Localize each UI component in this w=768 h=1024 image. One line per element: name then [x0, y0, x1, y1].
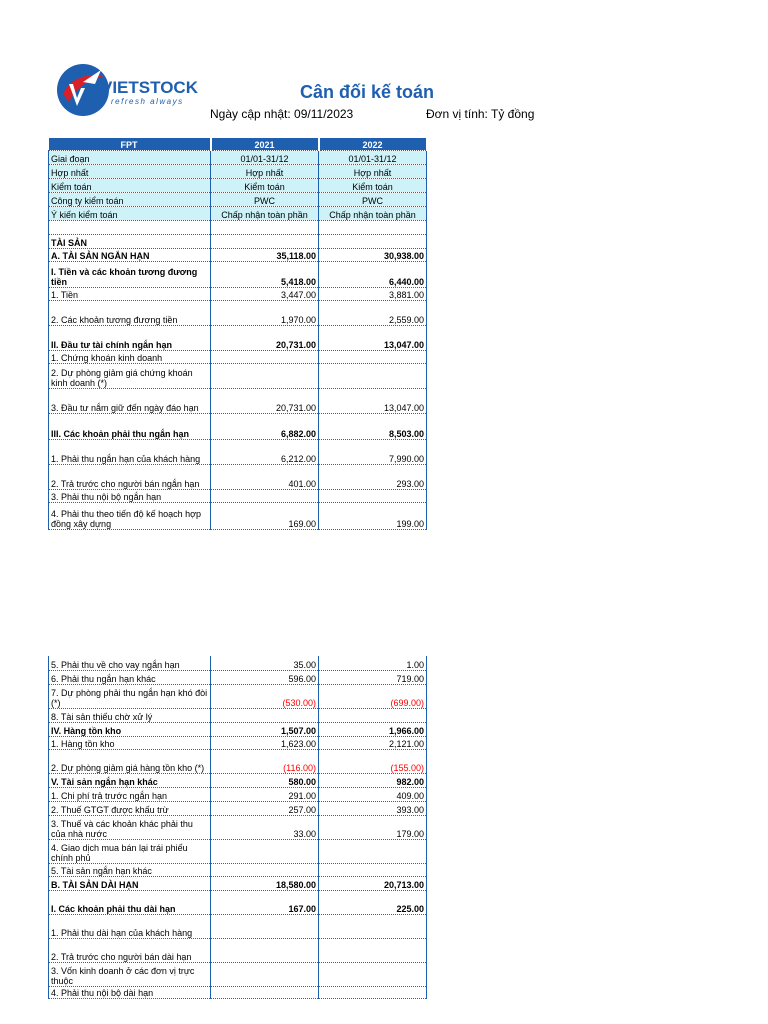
- value-2021-cell: [211, 914, 319, 938]
- value-2021-cell: 169.00: [211, 502, 319, 529]
- value-2021-cell: 35.00: [211, 656, 319, 670]
- value-2022-cell: 2,121.00: [319, 736, 427, 749]
- row-label-cell: 3. Phải thu nội bộ ngắn hạn: [49, 489, 211, 502]
- value-2021-cell: 1,970.00: [211, 300, 319, 325]
- value-2021-cell: [211, 863, 319, 876]
- table-row: [49, 502, 427, 529]
- value-2021-cell: 01/01-31/12: [211, 150, 319, 164]
- value-2021-cell: 33.00: [211, 815, 319, 839]
- row-label-cell: 3. Thuế và các khoản khác phải thu của nhà nước: [49, 815, 211, 839]
- value-2022-cell: 2,559.00: [319, 300, 427, 325]
- value-2022-cell: 409.00: [319, 787, 427, 801]
- table-row: [49, 206, 427, 220]
- balance-sheet-table-top: [48, 138, 428, 530]
- value-2021-cell: 291.00: [211, 787, 319, 801]
- value-2022-cell: (155.00): [319, 749, 427, 773]
- value-2021-cell: [211, 708, 319, 722]
- vietstock-logo: [55, 62, 215, 118]
- value-2022-cell: 179.00: [319, 815, 427, 839]
- table-row: [49, 938, 427, 962]
- table-row: [49, 684, 427, 708]
- value-2021-cell: [211, 234, 319, 248]
- value-2022-cell: 13,047.00: [319, 388, 427, 413]
- table-row: [49, 439, 427, 464]
- table-row: [49, 178, 427, 192]
- table-row: [49, 464, 427, 489]
- value-2022-cell: 1.00: [319, 656, 427, 670]
- balance-sheet-table-bottom: [48, 656, 427, 999]
- value-2022-cell: 13,047.00: [319, 325, 427, 350]
- row-label-cell: Ý kiến kiểm toán: [49, 206, 211, 220]
- row-label-cell: 6. Phải thu ngắn hạn khác: [49, 670, 211, 684]
- value-2022-cell: 1,966.00: [319, 722, 427, 736]
- table-row: [49, 839, 427, 863]
- value-2022-cell: (699.00): [319, 684, 427, 708]
- row-label-cell: A. TÀI SẢN NGẮN HẠN: [49, 248, 211, 261]
- value-2021-cell: 35,118.00: [211, 248, 319, 261]
- table-row: [49, 986, 427, 998]
- table-row: [49, 876, 427, 890]
- value-2021-cell: 1,507.00: [211, 722, 319, 736]
- row-label-cell: 2. Dự phòng giảm giá hàng tồn kho (*): [49, 749, 211, 773]
- value-2022-cell: Kiểm toán: [319, 178, 427, 192]
- value-2022-cell: 01/01-31/12: [319, 150, 427, 164]
- row-label-cell: 2. Thuế GTGT được khấu trừ: [49, 801, 211, 815]
- value-2022-cell: 6,440.00: [319, 261, 427, 287]
- value-2021-cell: [211, 350, 319, 363]
- value-2022-cell: 199.00: [319, 502, 427, 529]
- table-row: [49, 234, 427, 248]
- value-2022-cell: 293.00: [319, 464, 427, 489]
- table-row: [49, 150, 427, 164]
- value-2022-cell: [319, 220, 427, 234]
- value-2021-cell: 20,731.00: [211, 388, 319, 413]
- value-2021-cell: 3,447.00: [211, 287, 319, 300]
- value-2022-cell: [319, 914, 427, 938]
- value-2022-cell: [319, 863, 427, 876]
- value-2022-cell: [319, 363, 427, 388]
- row-label-cell: IV. Hàng tồn kho: [49, 722, 211, 736]
- value-2021-cell: 5,418.00: [211, 261, 319, 287]
- value-2021-cell: [211, 363, 319, 388]
- table-row: [49, 261, 427, 287]
- value-2022-cell: [319, 350, 427, 363]
- value-2021-cell: 20,731.00: [211, 325, 319, 350]
- value-2021-cell: 6,882.00: [211, 413, 319, 439]
- update-date: Ngày cập nhật: 09/11/2023: [210, 107, 354, 121]
- value-2022-cell: 8,503.00: [319, 413, 427, 439]
- row-label-cell: 2. Trả trước cho người bán dài hạn: [49, 938, 211, 962]
- value-2021-cell: [211, 938, 319, 962]
- value-2022-cell: Chấp nhận toàn phần: [319, 206, 427, 220]
- table-row: [49, 890, 427, 914]
- page-title: Cân đối kế toán: [300, 82, 435, 102]
- table-row: [49, 220, 427, 234]
- row-label-cell: 2. Các khoản tương đương tiền: [49, 300, 211, 325]
- row-label-cell: 8. Tài sản thiếu chờ xử lý: [49, 708, 211, 722]
- value-2022-cell: 7,990.00: [319, 439, 427, 464]
- table-row: [49, 787, 427, 801]
- brand-name: VIETSTOCK: [101, 78, 198, 97]
- value-2021-cell: 6,212.00: [211, 439, 319, 464]
- table-row: [49, 670, 427, 684]
- value-2021-cell: Chấp nhận toàn phần: [211, 206, 319, 220]
- value-2022-cell: 393.00: [319, 801, 427, 815]
- table-row: [49, 164, 427, 178]
- row-label-cell: 3. Vốn kinh doanh ở các đơn vị trực thuộc: [49, 962, 211, 986]
- value-2021-cell: [211, 986, 319, 998]
- value-2021-cell: 257.00: [211, 801, 319, 815]
- table-row: [49, 350, 427, 363]
- row-label-cell: [49, 220, 211, 234]
- value-2022-cell: [319, 234, 427, 248]
- table-row: [49, 388, 427, 413]
- value-2021-cell: PWC: [211, 192, 319, 206]
- value-2021-cell: Kiểm toán: [211, 178, 319, 192]
- value-2021-cell: [211, 962, 319, 986]
- row-label-cell: 1. Chứng khoán kinh doanh: [49, 350, 211, 363]
- row-label-cell: 1. Phải thu ngắn hạn của khách hàng: [49, 439, 211, 464]
- value-2021-cell: 167.00: [211, 890, 319, 914]
- row-label-cell: 7. Dự phòng phải thu ngắn hạn khó đòi (*): [49, 684, 211, 708]
- row-label-cell: 1. Hàng tồn kho: [49, 736, 211, 749]
- value-2022-cell: [319, 962, 427, 986]
- table-body: [49, 138, 427, 529]
- row-label-cell: 4. Phải thu nội bộ dài hạn: [49, 986, 211, 998]
- value-2021-cell: 1,623.00: [211, 736, 319, 749]
- value-2021-cell: Hợp nhất: [211, 164, 319, 178]
- value-2022-cell: 719.00: [319, 670, 427, 684]
- value-2021-cell: 580.00: [211, 773, 319, 787]
- value-2022-cell: 225.00: [319, 890, 427, 914]
- row-label-cell: I. Các khoản phải thu dài hạn: [49, 890, 211, 914]
- table-row: [49, 736, 427, 749]
- value-2021-cell: 2021: [211, 138, 319, 150]
- value-2022-cell: [319, 708, 427, 722]
- row-label-cell: I. Tiền và các khoản tương đương tiền: [49, 261, 211, 287]
- unit-label: Đơn vị tính: Tỷ đồng: [426, 107, 535, 121]
- table-row: [49, 413, 427, 439]
- value-2021-cell: 18,580.00: [211, 876, 319, 890]
- row-label-cell: V. Tài sản ngắn hạn khác: [49, 773, 211, 787]
- value-2022-cell: Hợp nhất: [319, 164, 427, 178]
- value-2021-cell: 401.00: [211, 464, 319, 489]
- value-2022-cell: 982.00: [319, 773, 427, 787]
- table-row: [49, 863, 427, 876]
- table-row: [49, 708, 427, 722]
- row-label-cell: 3. Đầu tư nắm giữ đến ngày đáo hạn: [49, 388, 211, 413]
- row-label-cell: 1. Chi phí trả trước ngắn hạn: [49, 787, 211, 801]
- table-row: [49, 489, 427, 502]
- row-label-cell: TÀI SẢN: [49, 234, 211, 248]
- value-2021-cell: 596.00: [211, 670, 319, 684]
- value-2022-cell: [319, 489, 427, 502]
- row-label-cell: 1. Phải thu dài hạn của khách hàng: [49, 914, 211, 938]
- value-2022-cell: 20,713.00: [319, 876, 427, 890]
- value-2022-cell: [319, 938, 427, 962]
- brand-tagline: refresh always: [111, 97, 184, 106]
- row-label-cell: III. Các khoản phải thu ngắn hạn: [49, 413, 211, 439]
- value-2022-cell: 3,881.00: [319, 287, 427, 300]
- table-row: [49, 815, 427, 839]
- value-2022-cell: [319, 986, 427, 998]
- table-row: [49, 773, 427, 787]
- table-row: [49, 656, 427, 670]
- table-body: [49, 656, 427, 998]
- row-label-cell: 2. Dự phòng giảm giá chứng khoán kinh doanh (*): [49, 363, 211, 388]
- table-header-row: [49, 138, 427, 150]
- table-row: [49, 722, 427, 736]
- value-2021-cell: [211, 489, 319, 502]
- table-row: [49, 325, 427, 350]
- row-label-cell: 2. Trả trước cho người bán ngắn hạn: [49, 464, 211, 489]
- table-row: [49, 287, 427, 300]
- table-row: [49, 248, 427, 261]
- value-2021-cell: [211, 839, 319, 863]
- table-row: [49, 300, 427, 325]
- value-2022-cell: [319, 839, 427, 863]
- table-row: [49, 914, 427, 938]
- row-label-cell: 4. Giao dịch mua bán lại trái phiếu chính phủ: [49, 839, 211, 863]
- value-2022-cell: 30,938.00: [319, 248, 427, 261]
- row-label-cell: 5. Tài sản ngắn hạn khác: [49, 863, 211, 876]
- row-label-cell: II. Đầu tư tài chính ngắn hạn: [49, 325, 211, 350]
- row-label-cell: 1. Tiền: [49, 287, 211, 300]
- table-row: [49, 962, 427, 986]
- row-label-cell: Công ty kiểm toán: [49, 192, 211, 206]
- row-label-cell: Hợp nhất: [49, 164, 211, 178]
- table-row: [49, 801, 427, 815]
- table-row: [49, 192, 427, 206]
- table-row: [49, 749, 427, 773]
- value-2022-cell: 2022: [319, 138, 427, 150]
- value-2022-cell: PWC: [319, 192, 427, 206]
- row-label-cell: 5. Phải thu về cho vay ngắn hạn: [49, 656, 211, 670]
- value-2021-cell: (116.00): [211, 749, 319, 773]
- row-label-cell: B. TÀI SẢN DÀI HẠN: [49, 876, 211, 890]
- row-label-cell: FPT: [49, 138, 211, 150]
- row-label-cell: Kiểm toán: [49, 178, 211, 192]
- row-label-cell: 4. Phải thu theo tiến độ kế hoạch hợp đồng xây dựng: [49, 502, 211, 529]
- table-row: [49, 363, 427, 388]
- value-2021-cell: (530.00): [211, 684, 319, 708]
- value-2021-cell: [211, 220, 319, 234]
- row-label-cell: Giai đoạn: [49, 150, 211, 164]
